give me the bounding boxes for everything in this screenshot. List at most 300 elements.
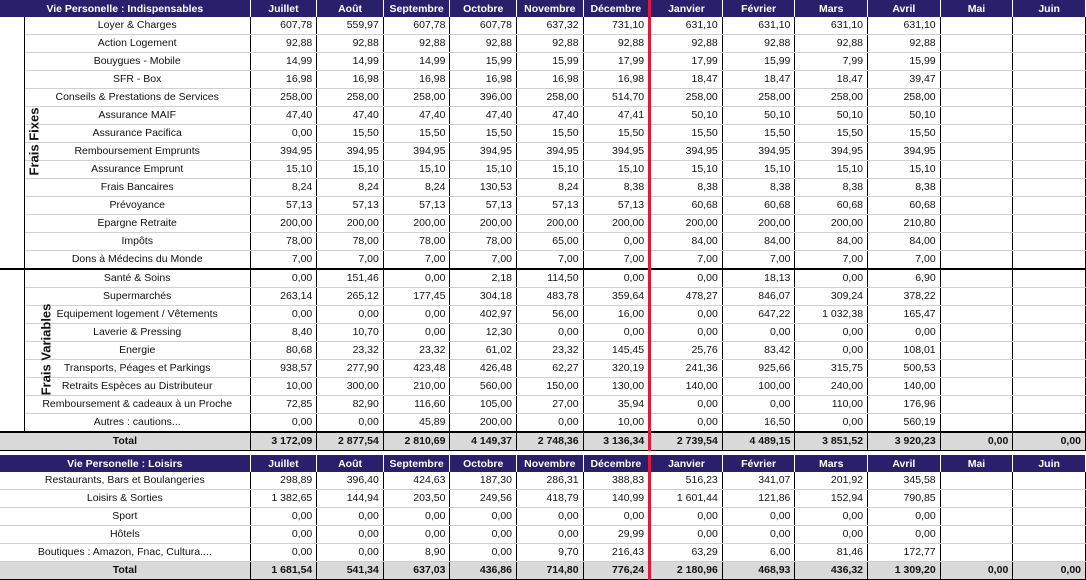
cell-value[interactable]: 57,13 [450,197,517,215]
cell-value[interactable]: 92,88 [583,35,650,53]
cell-value[interactable]: 10,00 [583,414,650,433]
cell-value[interactable]: 200,00 [517,215,584,233]
cell-value[interactable]: 15,50 [517,125,584,143]
cell-value[interactable]: 258,00 [868,89,941,107]
cell-value[interactable] [940,306,1013,324]
cell-value[interactable] [1013,125,1086,143]
cell-value[interactable]: 15,10 [650,161,723,179]
cell-value[interactable] [1013,197,1086,215]
cell-value[interactable]: 15,10 [583,161,650,179]
cell-value[interactable]: 92,88 [650,35,723,53]
cell-value[interactable]: 560,00 [450,378,517,396]
cell-value[interactable]: 0,00 [868,526,941,544]
cell-value[interactable]: 18,47 [650,71,723,89]
cell-value[interactable]: 0,00 [650,508,723,526]
cell-value[interactable]: 18,13 [722,269,795,288]
cell-value[interactable]: 25,76 [650,342,723,360]
cell-value[interactable]: 0,00 [650,396,723,414]
cell-value[interactable]: 6,90 [868,269,941,288]
cell-value[interactable]: 0,00 [383,526,450,544]
cell-value[interactable]: 7,00 [583,251,650,270]
cell-value[interactable]: 81,46 [795,544,868,562]
cell-value[interactable]: 23,32 [517,342,584,360]
cell-value[interactable]: 61,02 [450,342,517,360]
cell-value[interactable] [1013,306,1086,324]
cell-value[interactable]: 0,00 [450,508,517,526]
cell-value[interactable]: 84,00 [722,233,795,251]
cell-value[interactable]: 0,00 [250,508,317,526]
cell-value[interactable]: 92,88 [868,35,941,53]
cell-value[interactable]: 394,95 [722,143,795,161]
cell-value[interactable] [940,143,1013,161]
cell-value[interactable]: 116,60 [383,396,450,414]
cell-value[interactable]: 78,00 [317,233,384,251]
cell-value[interactable]: 7,00 [450,251,517,270]
cell-value[interactable] [1013,35,1086,53]
cell-value[interactable] [1013,324,1086,342]
cell-value[interactable]: 0,00 [795,324,868,342]
cell-value[interactable]: 15,50 [583,125,650,143]
cell-value[interactable]: 15,99 [450,53,517,71]
cell-value[interactable]: 424,63 [383,472,450,490]
cell-value[interactable]: 0,00 [583,324,650,342]
cell-value[interactable] [1013,414,1086,433]
cell-value[interactable]: 0,00 [250,269,317,288]
cell-value[interactable] [940,233,1013,251]
cell-value[interactable]: 631,10 [650,17,723,35]
cell-value[interactable] [1013,269,1086,288]
cell-value[interactable]: 0,00 [250,414,317,433]
cell-value[interactable] [940,107,1013,125]
cell-value[interactable]: 8,38 [722,179,795,197]
cell-value[interactable]: 258,00 [517,89,584,107]
cell-value[interactable]: 394,95 [583,143,650,161]
cell-value[interactable]: 16,98 [583,71,650,89]
cell-value[interactable]: 0,00 [250,544,317,562]
cell-value[interactable] [940,197,1013,215]
cell-value[interactable]: 16,98 [250,71,317,89]
cell-value[interactable] [940,89,1013,107]
cell-value[interactable]: 396,00 [450,89,517,107]
cell-value[interactable]: 140,99 [583,490,650,508]
cell-value[interactable]: 396,40 [317,472,384,490]
cell-value[interactable] [1013,71,1086,89]
cell-value[interactable]: 241,36 [650,360,723,378]
cell-value[interactable]: 15,99 [722,53,795,71]
cell-value[interactable]: 50,10 [722,107,795,125]
cell-value[interactable] [1013,143,1086,161]
cell-value[interactable]: 17,99 [650,53,723,71]
cell-value[interactable]: 0,00 [583,233,650,251]
cell-value[interactable]: 0,00 [517,324,584,342]
cell-value[interactable]: 258,00 [383,89,450,107]
cell-value[interactable]: 82,90 [317,396,384,414]
cell-value[interactable]: 8,38 [868,179,941,197]
cell-value[interactable]: 200,00 [383,215,450,233]
cell-value[interactable]: 57,13 [317,197,384,215]
cell-value[interactable]: 15,99 [517,53,584,71]
cell-value[interactable] [940,360,1013,378]
cell-value[interactable]: 7,00 [317,251,384,270]
cell-value[interactable]: 50,10 [650,107,723,125]
cell-value[interactable]: 0,00 [722,526,795,544]
cell-value[interactable]: 12,30 [450,324,517,342]
cell-value[interactable]: 23,32 [317,342,384,360]
cell-value[interactable]: 14,99 [317,53,384,71]
cell-value[interactable]: 7,00 [795,251,868,270]
cell-value[interactable]: 0,00 [317,508,384,526]
cell-value[interactable]: 78,00 [450,233,517,251]
cell-value[interactable] [1013,233,1086,251]
cell-value[interactable] [940,288,1013,306]
cell-value[interactable]: 8,40 [250,324,317,342]
cell-value[interactable]: 263,14 [250,288,317,306]
cell-value[interactable]: 29,99 [583,526,650,544]
cell-value[interactable]: 2,18 [450,269,517,288]
cell-value[interactable]: 0,00 [583,508,650,526]
cell-value[interactable]: 0,00 [795,508,868,526]
cell-value[interactable]: 378,22 [868,288,941,306]
cell-value[interactable]: 637,32 [517,17,584,35]
cell-value[interactable]: 200,00 [795,215,868,233]
cell-value[interactable]: 483,78 [517,288,584,306]
cell-value[interactable]: 265,12 [317,288,384,306]
cell-value[interactable]: 14,99 [383,53,450,71]
cell-value[interactable]: 92,88 [317,35,384,53]
cell-value[interactable]: 203,50 [383,490,450,508]
cell-value[interactable]: 92,88 [517,35,584,53]
cell-value[interactable]: 0,00 [450,526,517,544]
cell-value[interactable]: 92,88 [450,35,517,53]
cell-value[interactable]: 176,96 [868,396,941,414]
cell-value[interactable]: 47,40 [450,107,517,125]
cell-value[interactable]: 15,10 [383,161,450,179]
cell-value[interactable]: 8,24 [517,179,584,197]
cell-value[interactable] [1013,360,1086,378]
cell-value[interactable] [1013,396,1086,414]
cell-value[interactable]: 0,00 [383,306,450,324]
cell-value[interactable] [1013,544,1086,562]
cell-value[interactable] [1013,161,1086,179]
cell-value[interactable] [940,414,1013,433]
cell-value[interactable]: 92,88 [250,35,317,53]
cell-value[interactable]: 0,00 [650,526,723,544]
cell-value[interactable]: 8,24 [317,179,384,197]
cell-value[interactable]: 394,95 [383,143,450,161]
cell-value[interactable] [940,179,1013,197]
cell-value[interactable]: 277,90 [317,360,384,378]
cell-value[interactable]: 345,58 [868,472,941,490]
cell-value[interactable]: 47,40 [317,107,384,125]
cell-value[interactable]: 394,95 [250,143,317,161]
cell-value[interactable] [1013,251,1086,270]
cell-value[interactable]: 8,38 [583,179,650,197]
cell-value[interactable]: 426,48 [450,360,517,378]
cell-value[interactable]: 7,00 [650,251,723,270]
cell-value[interactable]: 0,00 [650,306,723,324]
cell-value[interactable]: 200,00 [450,414,517,433]
cell-value[interactable]: 15,99 [868,53,941,71]
cell-value[interactable]: 18,47 [722,71,795,89]
cell-value[interactable]: 210,80 [868,215,941,233]
cell-value[interactable]: 394,95 [795,143,868,161]
cell-value[interactable]: 15,10 [450,161,517,179]
cell-value[interactable]: 210,00 [383,378,450,396]
cell-value[interactable]: 17,99 [583,53,650,71]
cell-value[interactable]: 60,68 [795,197,868,215]
cell-value[interactable]: 0,00 [583,269,650,288]
cell-value[interactable]: 152,94 [795,490,868,508]
cell-value[interactable] [940,526,1013,544]
cell-value[interactable]: 15,10 [868,161,941,179]
cell-value[interactable]: 60,68 [868,197,941,215]
cell-value[interactable]: 187,30 [450,472,517,490]
cell-value[interactable]: 15,50 [868,125,941,143]
cell-value[interactable]: 7,00 [517,251,584,270]
cell-value[interactable]: 15,50 [795,125,868,143]
cell-value[interactable]: 478,27 [650,288,723,306]
cell-value[interactable]: 790,85 [868,490,941,508]
cell-value[interactable]: 114,50 [517,269,584,288]
cell-value[interactable]: 57,13 [517,197,584,215]
cell-value[interactable]: 0,00 [383,324,450,342]
cell-value[interactable] [940,342,1013,360]
cell-value[interactable]: 62,27 [517,360,584,378]
cell-value[interactable]: 60,68 [722,197,795,215]
cell-value[interactable] [1013,526,1086,544]
cell-value[interactable]: 35,94 [583,396,650,414]
cell-value[interactable]: 47,40 [517,107,584,125]
cell-value[interactable] [940,71,1013,89]
cell-value[interactable]: 100,00 [722,378,795,396]
cell-value[interactable]: 402,97 [450,306,517,324]
cell-value[interactable]: 200,00 [450,215,517,233]
cell-value[interactable]: 647,22 [722,306,795,324]
cell-value[interactable]: 0,00 [868,324,941,342]
cell-value[interactable]: 78,00 [250,233,317,251]
cell-value[interactable]: 15,10 [250,161,317,179]
cell-value[interactable]: 8,38 [795,179,868,197]
cell-value[interactable]: 309,24 [795,288,868,306]
cell-value[interactable]: 0,00 [317,526,384,544]
cell-value[interactable]: 92,88 [795,35,868,53]
cell-value[interactable] [940,378,1013,396]
cell-value[interactable] [1013,17,1086,35]
cell-value[interactable]: 57,13 [383,197,450,215]
cell-value[interactable]: 258,00 [250,89,317,107]
cell-value[interactable]: 105,00 [450,396,517,414]
cell-value[interactable]: 394,95 [450,143,517,161]
cell-value[interactable]: 201,92 [795,472,868,490]
cell-value[interactable]: 110,00 [795,396,868,414]
cell-value[interactable] [1013,53,1086,71]
cell-value[interactable]: 500,53 [868,360,941,378]
cell-value[interactable]: 200,00 [650,215,723,233]
cell-value[interactable] [940,472,1013,490]
cell-value[interactable]: 258,00 [317,89,384,107]
cell-value[interactable]: 15,50 [450,125,517,143]
cell-value[interactable]: 47,41 [583,107,650,125]
cell-value[interactable]: 23,32 [383,342,450,360]
cell-value[interactable]: 165,47 [868,306,941,324]
cell-value[interactable]: 92,88 [383,35,450,53]
cell-value[interactable]: 0,00 [250,526,317,544]
cell-value[interactable]: 15,10 [722,161,795,179]
cell-value[interactable]: 560,19 [868,414,941,433]
cell-value[interactable]: 151,46 [317,269,384,288]
cell-value[interactable]: 63,29 [650,544,723,562]
cell-value[interactable]: 200,00 [722,215,795,233]
cell-value[interactable]: 0,00 [317,544,384,562]
cell-value[interactable]: 388,83 [583,472,650,490]
cell-value[interactable]: 7,00 [868,251,941,270]
cell-value[interactable]: 607,78 [383,17,450,35]
cell-value[interactable]: 18,47 [795,71,868,89]
cell-value[interactable]: 84,00 [650,233,723,251]
cell-value[interactable]: 15,50 [722,125,795,143]
cell-value[interactable]: 140,00 [650,378,723,396]
cell-value[interactable]: 0,00 [450,544,517,562]
cell-value[interactable]: 249,56 [450,490,517,508]
cell-value[interactable]: 731,10 [583,17,650,35]
cell-value[interactable]: 320,19 [583,360,650,378]
cell-value[interactable]: 10,70 [317,324,384,342]
cell-value[interactable]: 216,43 [583,544,650,562]
cell-value[interactable]: 1 032,38 [795,306,868,324]
cell-value[interactable]: 8,24 [250,179,317,197]
cell-value[interactable]: 0,00 [650,324,723,342]
cell-value[interactable]: 559,97 [317,17,384,35]
cell-value[interactable]: 7,99 [795,53,868,71]
cell-value[interactable] [1013,215,1086,233]
cell-value[interactable]: 140,00 [868,378,941,396]
cell-value[interactable] [940,490,1013,508]
cell-value[interactable]: 258,00 [795,89,868,107]
cell-value[interactable] [1013,89,1086,107]
cell-value[interactable]: 15,50 [383,125,450,143]
cell-value[interactable]: 0,00 [383,508,450,526]
cell-value[interactable]: 286,31 [517,472,584,490]
cell-value[interactable]: 300,00 [317,378,384,396]
cell-value[interactable]: 0,00 [722,508,795,526]
cell-value[interactable]: 47,40 [250,107,317,125]
cell-value[interactable]: 938,57 [250,360,317,378]
cell-value[interactable] [940,215,1013,233]
cell-value[interactable]: 0,00 [250,306,317,324]
cell-value[interactable]: 0,00 [250,125,317,143]
cell-value[interactable]: 607,78 [450,17,517,35]
cell-value[interactable] [1013,508,1086,526]
cell-value[interactable]: 0,00 [383,269,450,288]
cell-value[interactable] [1013,342,1086,360]
cell-value[interactable]: 359,64 [583,288,650,306]
cell-value[interactable]: 0,00 [517,414,584,433]
cell-value[interactable]: 16,50 [722,414,795,433]
cell-value[interactable]: 0,00 [722,396,795,414]
cell-value[interactable]: 0,00 [868,508,941,526]
cell-value[interactable]: 0,00 [795,342,868,360]
cell-value[interactable]: 9,70 [517,544,584,562]
cell-value[interactable]: 631,10 [722,17,795,35]
cell-value[interactable]: 6,00 [722,544,795,562]
cell-value[interactable]: 240,00 [795,378,868,396]
cell-value[interactable]: 0,00 [517,526,584,544]
cell-value[interactable]: 200,00 [250,215,317,233]
cell-value[interactable]: 298,89 [250,472,317,490]
cell-value[interactable]: 177,45 [383,288,450,306]
cell-value[interactable]: 1 382,65 [250,490,317,508]
cell-value[interactable] [940,396,1013,414]
cell-value[interactable]: 45,89 [383,414,450,433]
cell-value[interactable]: 130,00 [583,378,650,396]
cell-value[interactable]: 925,66 [722,360,795,378]
cell-value[interactable]: 423,48 [383,360,450,378]
cell-value[interactable]: 7,00 [722,251,795,270]
cell-value[interactable]: 0,00 [650,414,723,433]
cell-value[interactable]: 78,00 [383,233,450,251]
cell-value[interactable]: 607,78 [250,17,317,35]
cell-value[interactable] [940,161,1013,179]
cell-value[interactable] [940,324,1013,342]
cell-value[interactable]: 200,00 [317,215,384,233]
cell-value[interactable]: 16,98 [317,71,384,89]
cell-value[interactable] [940,35,1013,53]
cell-value[interactable]: 315,75 [795,360,868,378]
cell-value[interactable]: 304,18 [450,288,517,306]
cell-value[interactable]: 65,00 [517,233,584,251]
cell-value[interactable]: 144,94 [317,490,384,508]
cell-value[interactable]: 16,98 [383,71,450,89]
cell-value[interactable]: 1 601,44 [650,490,723,508]
cell-value[interactable]: 150,00 [517,378,584,396]
cell-value[interactable]: 80,68 [250,342,317,360]
cell-value[interactable]: 50,10 [795,107,868,125]
cell-value[interactable] [1013,472,1086,490]
cell-value[interactable]: 57,13 [250,197,317,215]
cell-value[interactable]: 8,38 [650,179,723,197]
cell-value[interactable] [1013,378,1086,396]
cell-value[interactable]: 10,00 [250,378,317,396]
cell-value[interactable]: 0,00 [795,269,868,288]
cell-value[interactable]: 15,50 [317,125,384,143]
cell-value[interactable] [1013,179,1086,197]
cell-value[interactable]: 8,24 [383,179,450,197]
cell-value[interactable]: 0,00 [795,526,868,544]
cell-value[interactable]: 27,00 [517,396,584,414]
cell-value[interactable]: 0,00 [317,306,384,324]
cell-value[interactable]: 15,50 [650,125,723,143]
cell-value[interactable] [940,125,1013,143]
cell-value[interactable]: 394,95 [868,143,941,161]
cell-value[interactable] [940,269,1013,288]
cell-value[interactable]: 60,68 [650,197,723,215]
cell-value[interactable]: 631,10 [868,17,941,35]
cell-value[interactable]: 145,45 [583,342,650,360]
cell-value[interactable]: 16,98 [517,71,584,89]
cell-value[interactable] [1013,490,1086,508]
cell-value[interactable] [940,544,1013,562]
cell-value[interactable]: 16,00 [583,306,650,324]
cell-value[interactable]: 846,07 [722,288,795,306]
cell-value[interactable]: 56,00 [517,306,584,324]
cell-value[interactable] [940,508,1013,526]
cell-value[interactable]: 84,00 [868,233,941,251]
cell-value[interactable]: 47,40 [383,107,450,125]
cell-value[interactable]: 7,00 [250,251,317,270]
cell-value[interactable] [940,53,1013,71]
cell-value[interactable]: 15,10 [517,161,584,179]
cell-value[interactable]: 50,10 [868,107,941,125]
